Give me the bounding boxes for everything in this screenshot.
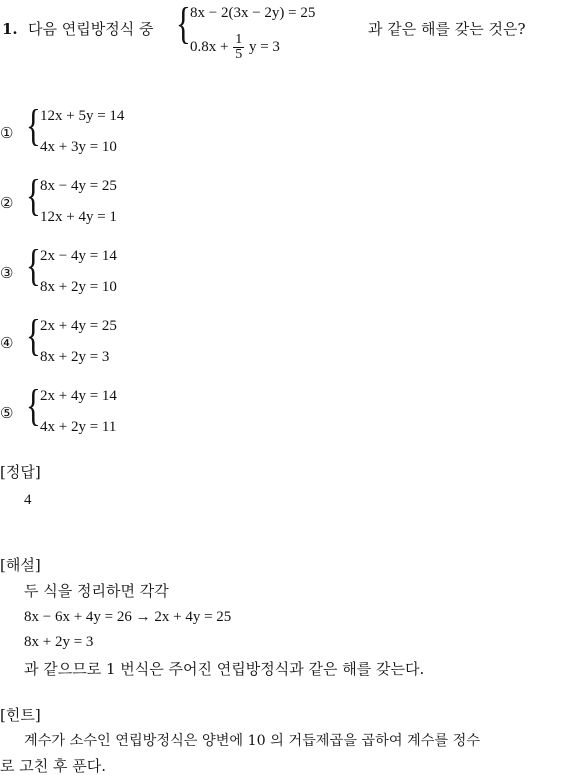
option-brace: { [26,101,41,150]
system-eq2-before: 0.8x + [190,39,229,55]
option-eq2: 4x + 3y = 10 [40,139,117,155]
solution-line2: 8x − 6x + 4y = 26 → 2x + 4y = 25 [24,609,232,625]
option-eq1: 12x + 5y = 14 [40,108,125,124]
system-eq1: 8x − 2(3x − 2y) = 25 [190,5,316,21]
option-eq2: 12x + 4y = 1 [40,209,117,225]
solution-line3: 8x + 2y = 3 [24,634,94,650]
answer-value: 4 [24,492,32,508]
answer-label: [정답] [0,463,41,481]
question-prompt-before: 다음 연립방정식 중 [28,20,154,38]
option-mark: ② [0,194,14,212]
hint-label: [힌트] [0,706,41,724]
system-eq2-after: y = 3 [248,39,280,55]
question-prompt-after: 과 같은 해를 갖는 것은? [368,20,526,38]
option-eq2: 8x + 2y = 3 [40,349,110,365]
option-brace: { [26,311,41,360]
option-brace: { [26,241,41,290]
option-mark: ④ [0,334,14,352]
system-eq2-fraction [233,33,244,62]
fraction-denominator: 5 [235,47,243,63]
option-eq2: 4x + 2y = 11 [40,419,117,435]
fraction-numerator: 1 [235,32,243,48]
system-eq2 [190,28,280,66]
option-brace: { [26,381,41,430]
solution-line1: 두 식을 정리하면 각각 [24,582,169,600]
option-eq1: 2x − 4y = 14 [40,248,117,264]
option-eq1: 2x + 4y = 14 [40,388,117,404]
solution-label: [해설] [0,556,41,574]
option-mark: ① [0,124,14,142]
option-mark: ⑤ [0,404,14,422]
system-brace: { [176,0,191,48]
hint-line1: 계수가 소수인 연립방정식은 양변에 10 의 거듭제곱을 곱하여 계수를 정수 [24,733,481,749]
option-mark: ③ [0,264,14,282]
option-eq2: 8x + 2y = 10 [40,279,117,295]
hint-line2: 로 고친 후 푼다. [0,757,107,775]
option-eq1: 2x + 4y = 25 [40,318,117,334]
option-brace: { [26,171,41,220]
question-number: 1. [2,20,18,38]
solution-line4: 과 같으므로 1 번식은 주어진 연립방정식과 같은 해를 갖는다. [24,660,425,678]
option-eq1: 8x − 4y = 25 [40,178,117,194]
